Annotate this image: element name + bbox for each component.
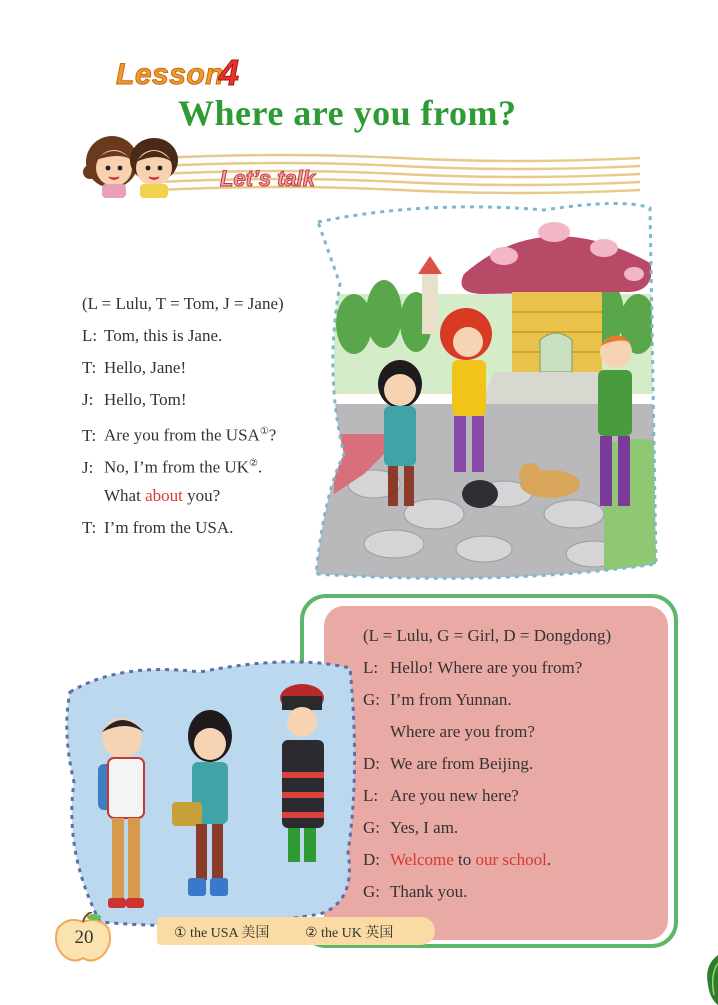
speaker: G: — [363, 818, 380, 837]
line-text: Hello! Where are you from? — [390, 658, 583, 677]
line-text: I’m from Yunnan. — [390, 690, 512, 709]
line-text: No, I’m from the UK — [104, 457, 249, 477]
mushroom-house-scene — [304, 194, 664, 588]
highlight-phrase: our school — [475, 850, 547, 869]
line-punct: . — [257, 457, 263, 477]
dialogue-line — [363, 844, 611, 876]
speaker: T: — [82, 425, 97, 445]
dialogue-2-legend: (L = Lulu, G = Girl, D = Dongdong) — [363, 626, 612, 645]
speaker: G: — [363, 882, 380, 901]
lesson-number: 4 — [219, 52, 240, 93]
dialogue-line — [363, 780, 611, 812]
dialogue-line — [363, 876, 611, 908]
line-punct: ? — [268, 425, 277, 445]
dialogue-line — [363, 812, 611, 844]
students-scene — [60, 652, 360, 942]
dialogue-line — [363, 684, 611, 716]
speaker: D: — [363, 754, 380, 773]
speaker: J: — [82, 457, 94, 477]
speaker: T: — [82, 518, 97, 537]
dialogue-line — [82, 320, 284, 352]
dialogue-line — [363, 748, 611, 780]
line-text: to — [453, 850, 476, 869]
dialogue-line — [82, 384, 284, 416]
page-number: 20 — [74, 927, 94, 948]
line-text: . — [546, 850, 552, 869]
line-text: Tom, this is Jane. — [104, 326, 223, 345]
dialogue-line — [82, 480, 284, 512]
footnote-1: ① the USA 美国 — [174, 926, 270, 941]
leaf-icon — [704, 955, 718, 1005]
page-title: Where are you from? — [178, 93, 517, 133]
dialogue-line — [363, 716, 611, 748]
line-text: Hello, Tom! — [104, 390, 187, 409]
speaker: T: — [82, 358, 97, 377]
speaker: D: — [363, 850, 380, 869]
line-text: I’m from the USA. — [104, 518, 234, 537]
footnote-marker: ② — [248, 458, 258, 469]
line-text: Yes, I am. — [390, 818, 459, 837]
line-text: We are from Beijing. — [390, 754, 534, 773]
speaker: L: — [363, 658, 379, 677]
section-label: Let’s talk — [220, 166, 315, 191]
line-text: What — [104, 486, 146, 505]
speaker: L: — [363, 786, 379, 805]
footnote-marker: ① — [259, 426, 269, 437]
line-text: Hello, Jane! — [104, 358, 187, 377]
footnote-2: ② the UK 英国 — [305, 926, 394, 941]
dialogue-line — [82, 448, 284, 480]
kids-icon — [80, 132, 190, 200]
dialogue-line — [82, 512, 284, 544]
line-text: Are you from the USA — [104, 425, 260, 445]
highlight-word: Welcome — [390, 850, 454, 869]
line-text: Are you new here? — [390, 786, 519, 805]
highlight-word: about — [145, 486, 183, 505]
lesson-label: Lesson — [116, 58, 225, 91]
dialogue-1 — [82, 288, 284, 544]
speaker: G: — [363, 690, 380, 709]
speaker: J: — [82, 390, 94, 409]
speaker: L: — [82, 326, 98, 345]
line-text: Thank you. — [390, 882, 468, 901]
line-text: Where are you from? — [390, 722, 535, 741]
line-text: you? — [182, 486, 221, 505]
dialogue-2 — [363, 620, 611, 908]
dialogue-line — [363, 652, 611, 684]
dialogue-line — [82, 352, 284, 384]
dialogue-1-legend: (L = Lulu, T = Tom, J = Jane) — [82, 294, 284, 313]
dialogue-line — [82, 416, 284, 448]
